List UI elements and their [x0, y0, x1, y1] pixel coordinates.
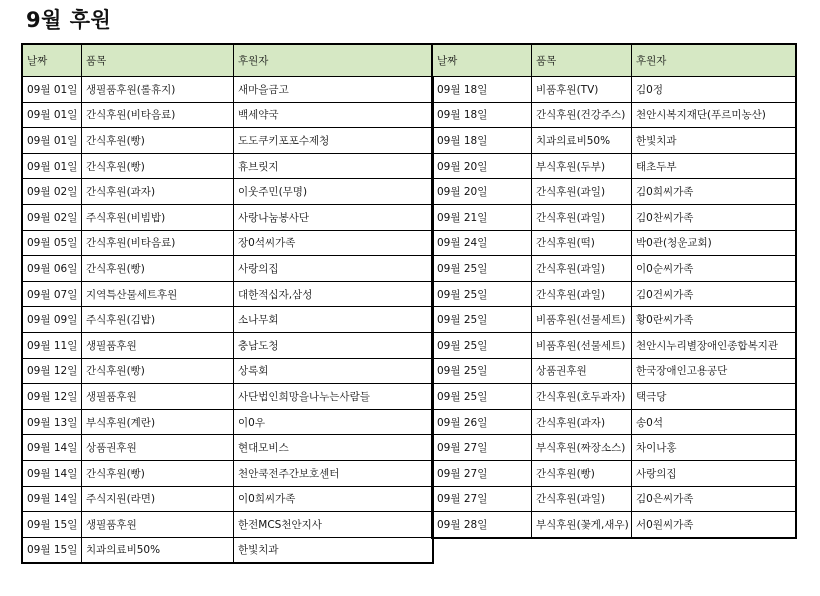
donation-table-left	[22, 44, 433, 563]
cell-donor: 송0석	[632, 409, 796, 435]
table-row	[433, 256, 796, 282]
table-row	[23, 128, 433, 154]
cell-date: 09월 13일	[23, 409, 82, 435]
table-row	[433, 358, 796, 384]
cell-item: 비품후원(선물세트)	[532, 332, 632, 358]
cell-donor: 대한적십자,삼성	[234, 281, 433, 307]
cell-item: 간식후원(빵)	[82, 256, 234, 282]
cell-date: 09월 12일	[23, 384, 82, 410]
column-header-date: 날짜	[433, 45, 532, 77]
cell-item: 간식후원(건강주스)	[532, 102, 632, 128]
cell-donor: 김0건씨가족	[632, 281, 796, 307]
cell-item: 간식후원(떡)	[532, 230, 632, 256]
cell-donor: 태초두부	[632, 153, 796, 179]
table-row	[433, 128, 796, 154]
cell-date: 09월 15일	[23, 512, 82, 538]
table-row	[23, 256, 433, 282]
table-row	[433, 512, 796, 538]
cell-date: 09월 14일	[23, 486, 82, 512]
cell-donor: 천안시복지재단(푸르미농산)	[632, 102, 796, 128]
cell-donor: 이0우	[234, 409, 433, 435]
column-header-item: 품목	[82, 45, 234, 77]
cell-item: 생필품후원(롤휴지)	[82, 77, 234, 103]
cell-date: 09월 20일	[433, 153, 532, 179]
cell-item: 간식후원(과일)	[532, 204, 632, 230]
table-row	[433, 153, 796, 179]
cell-donor: 박0관(청운교회)	[632, 230, 796, 256]
cell-date: 09월 24일	[433, 230, 532, 256]
column-header-donor: 후원자	[632, 45, 796, 77]
cell-date: 09월 21일	[433, 204, 532, 230]
cell-date: 09월 25일	[433, 358, 532, 384]
table-row	[23, 435, 433, 461]
cell-item: 간식후원(빵)	[82, 128, 234, 154]
table-row	[23, 358, 433, 384]
table-header-row	[23, 45, 433, 77]
cell-date: 09월 02일	[23, 179, 82, 205]
cell-donor: 한전MCS천안지사	[234, 512, 433, 538]
cell-date: 09월 11일	[23, 332, 82, 358]
cell-donor: 사랑의집	[234, 256, 433, 282]
cell-date: 09월 09일	[23, 307, 82, 333]
cell-date: 09월 20일	[433, 179, 532, 205]
cell-date: 09월 27일	[433, 460, 532, 486]
donation-table-right	[432, 44, 796, 538]
table-row	[23, 384, 433, 410]
cell-donor: 현대모비스	[234, 435, 433, 461]
page-title: 9월 후원	[26, 8, 112, 32]
cell-item: 간식후원(과일)	[532, 486, 632, 512]
table-row	[23, 204, 433, 230]
cell-donor: 김0은씨가족	[632, 486, 796, 512]
cell-date: 09월 28일	[433, 512, 532, 538]
column-header-donor: 후원자	[234, 45, 433, 77]
cell-donor: 이웃주민(무명)	[234, 179, 433, 205]
cell-item: 간식후원(빵)	[82, 460, 234, 486]
cell-item: 간식후원(과자)	[82, 179, 234, 205]
column-header-item: 품목	[532, 45, 632, 77]
cell-item: 간식후원(빵)	[82, 153, 234, 179]
cell-donor: 소나무회	[234, 307, 433, 333]
cell-donor: 사랑의집	[632, 460, 796, 486]
cell-donor: 택극당	[632, 384, 796, 410]
cell-date: 09월 18일	[433, 102, 532, 128]
cell-date: 09월 01일	[23, 102, 82, 128]
table-row	[23, 179, 433, 205]
cell-date: 09월 25일	[433, 384, 532, 410]
cell-donor: 사랑나눔봉사단	[234, 204, 433, 230]
cell-donor: 김0찬씨가족	[632, 204, 796, 230]
cell-donor: 휴브릿지	[234, 153, 433, 179]
table-row	[433, 77, 796, 103]
cell-donor: 김0정	[632, 77, 796, 103]
cell-date: 09월 18일	[433, 77, 532, 103]
cell-donor: 상록회	[234, 358, 433, 384]
cell-date: 09월 25일	[433, 307, 532, 333]
cell-item: 지역특산물세트후원	[82, 281, 234, 307]
table-row	[23, 512, 433, 538]
cell-item: 간식후원(빵)	[532, 460, 632, 486]
table-row	[433, 230, 796, 256]
table-row	[433, 384, 796, 410]
cell-item: 부식후원(짜장소스)	[532, 435, 632, 461]
cell-item: 주식지원(라면)	[82, 486, 234, 512]
cell-date: 09월 05일	[23, 230, 82, 256]
cell-item: 상품권후원	[82, 435, 234, 461]
cell-item: 간식후원(과일)	[532, 281, 632, 307]
cell-item: 주식후원(김밥)	[82, 307, 234, 333]
table-row	[433, 409, 796, 435]
cell-donor: 천안시누리별장애인종합복지관	[632, 332, 796, 358]
cell-item: 간식후원(비타음료)	[82, 230, 234, 256]
cell-donor: 충남도청	[234, 332, 433, 358]
cell-item: 부식후원(꽃게,새우)	[532, 512, 632, 538]
cell-date: 09월 27일	[433, 435, 532, 461]
table-row	[433, 435, 796, 461]
table-row	[23, 102, 433, 128]
table-row	[23, 77, 433, 103]
table-row	[433, 179, 796, 205]
column-header-date: 날짜	[23, 45, 82, 77]
cell-date: 09월 07일	[23, 281, 82, 307]
cell-date: 09월 01일	[23, 77, 82, 103]
table-row	[23, 281, 433, 307]
table-row	[433, 102, 796, 128]
cell-donor: 황0란씨가족	[632, 307, 796, 333]
cell-item: 비품후원(선물세트)	[532, 307, 632, 333]
cell-date: 09월 18일	[433, 128, 532, 154]
cell-donor: 천안쿡전주간보호센터	[234, 460, 433, 486]
table-row	[433, 281, 796, 307]
cell-item: 비품후원(TV)	[532, 77, 632, 103]
table-row	[433, 460, 796, 486]
table-row	[433, 486, 796, 512]
cell-donor: 한국장애인고용공단	[632, 358, 796, 384]
cell-item: 주식후원(비빔밥)	[82, 204, 234, 230]
cell-item: 간식후원(빵)	[82, 358, 234, 384]
cell-item: 간식후원(비타음료)	[82, 102, 234, 128]
cell-item: 간식후원(과일)	[532, 256, 632, 282]
cell-date: 09월 06일	[23, 256, 82, 282]
cell-date: 09월 01일	[23, 153, 82, 179]
cell-donor: 이0순씨가족	[632, 256, 796, 282]
table-row	[23, 230, 433, 256]
cell-donor: 이0희씨가족	[234, 486, 433, 512]
cell-donor: 한빛치과	[632, 128, 796, 154]
cell-donor: 도도쿠키포포수제청	[234, 128, 433, 154]
table-row	[23, 409, 433, 435]
cell-date: 09월 02일	[23, 204, 82, 230]
cell-item: 부식후원(두부)	[532, 153, 632, 179]
table-row	[23, 307, 433, 333]
cell-date: 09월 14일	[23, 435, 82, 461]
table-row	[23, 153, 433, 179]
cell-donor: 새마을금고	[234, 77, 433, 103]
cell-donor: 장0석씨가족	[234, 230, 433, 256]
cell-donor: 한빛치과	[234, 537, 433, 563]
table-row	[23, 332, 433, 358]
cell-date: 09월 14일	[23, 460, 82, 486]
cell-date: 09월 25일	[433, 256, 532, 282]
table-header-row	[433, 45, 796, 77]
table-row	[23, 460, 433, 486]
cell-item: 생필품후원	[82, 384, 234, 410]
cell-date: 09월 12일	[23, 358, 82, 384]
cell-item: 간식후원(호두과자)	[532, 384, 632, 410]
cell-date: 09월 26일	[433, 409, 532, 435]
cell-donor: 사단법인희망을나누는사람들	[234, 384, 433, 410]
cell-date: 09월 15일	[23, 537, 82, 563]
cell-date: 09월 25일	[433, 332, 532, 358]
cell-donor: 백세약국	[234, 102, 433, 128]
cell-date: 09월 27일	[433, 486, 532, 512]
table-row	[433, 204, 796, 230]
cell-item: 간식후원(과자)	[532, 409, 632, 435]
cell-item: 치과의료비50%	[532, 128, 632, 154]
cell-item: 치과의료비50%	[82, 537, 234, 563]
cell-donor: 서0원씨가족	[632, 512, 796, 538]
table-row	[433, 307, 796, 333]
cell-item: 생필품후원	[82, 512, 234, 538]
cell-date: 09월 01일	[23, 128, 82, 154]
cell-item: 생필품후원	[82, 332, 234, 358]
table-row	[23, 486, 433, 512]
cell-date: 09월 25일	[433, 281, 532, 307]
cell-item: 간식후원(과일)	[532, 179, 632, 205]
cell-item: 부식후원(계란)	[82, 409, 234, 435]
cell-donor: 김0희씨가족	[632, 179, 796, 205]
table-row	[23, 537, 433, 563]
cell-item: 상품권후원	[532, 358, 632, 384]
table-row	[433, 332, 796, 358]
cell-donor: 차이나홍	[632, 435, 796, 461]
